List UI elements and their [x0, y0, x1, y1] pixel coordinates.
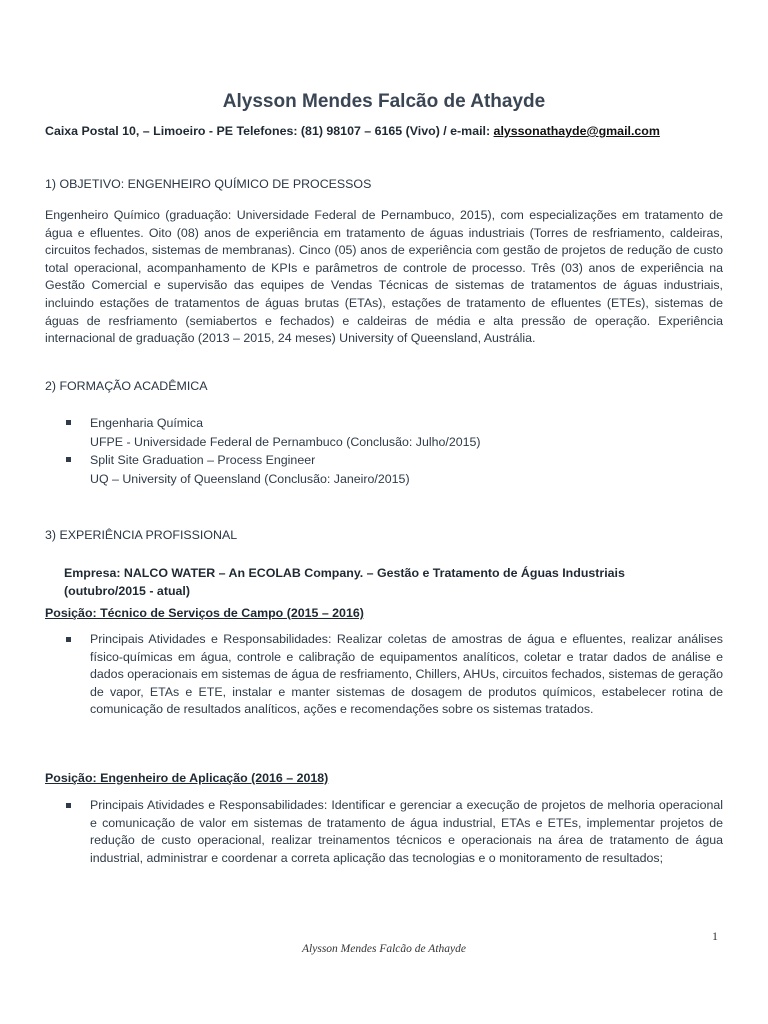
institution: UQ – University of Queensland (Conclusão: Janeiro/2015)	[90, 471, 410, 486]
section-objetivo-title: 1) OBJETIVO: ENGENHEIRO QUÍMICO DE PROCESSOS	[45, 177, 372, 191]
bullet-square-icon	[66, 803, 71, 808]
email-link[interactable]: alyssonathayde@gmail.com	[493, 124, 660, 138]
bullet-square-icon	[66, 457, 71, 462]
position-title: Posição: Engenheiro de Aplicação (2016 – 2018)	[45, 771, 329, 785]
list-item	[66, 414, 723, 451]
contact-line	[45, 124, 725, 138]
responsibilities-text: Principais Atividades e Responsabilidades: Realizar coletas de amostras de água e efluentes, realizar análises físico-químicas em água, controle e calibração de equipamentos analíticos, coletar e tratar dados de análise e dados operacionais em sistemas de água de resfriamento, Chillers, AHUs, circuitos fechados, sistemas de geração de vapor, ETAs e ETE, instalar e manter sistemas de dosagem de produtos químicos, estabelecer rotina de comunicação de resultados analíticos, ações e recomendações sobre os sistemas tratados.	[90, 632, 723, 717]
contact-info: Caixa Postal 10, – Limoeiro - PE Telefones: (81) 98107 – 6165 (Vivo) / e-mail:	[45, 124, 494, 138]
section-experiencia-title: 3) EXPERIÊNCIA PROFISSIONAL	[45, 528, 238, 542]
objetivo-paragraph: Engenheiro Químico (graduação: Universidade Federal de Pernambuco, 2015), com especializações em tratamento de água e efluentes. Oito (08) anos de experiência em tratamento de águas industriais (Torres de resfriamento, caldeiras, circuitos fechados, sistemas de membranas). Cinco (05) anos de experiência com gestão de projetos de redução de custo total operacional, acompanhamento de KPIs e parâmetros de controle de processo. Três (03) anos de experiência na Gestão Comercial e supervisão das equipes de Vendas Técnicas de sistemas de tratamentos de águas industriais, incluindo estações de tratamentos de águas brutas (ETAs), estações de tratamento de efluentes (ETEs), sistemas de águas de resfriamento (semiabertos e fechados) e caldeiras de média e alta pressão de operação. Experiência internacional de graduação (2013 – 2015, 24 meses) University of Queensland, Austrália.	[45, 208, 723, 346]
position-title: Posição: Técnico de Serviços de Campo (2015 – 2016)	[45, 606, 364, 620]
degree-title: Engenharia Química	[90, 416, 203, 430]
institution: UFPE - Universidade Federal de Pernambuco (Conclusão: Julho/2015)	[90, 434, 481, 449]
list-item	[66, 631, 723, 719]
list-item	[66, 797, 723, 867]
footer-name: Alysson Mendes Falcão de Athayde	[302, 943, 466, 955]
bullet-square-icon	[66, 420, 71, 425]
responsibilities-list	[66, 631, 723, 719]
company-period: (outubro/2015 - atual)	[64, 584, 190, 598]
list-item	[66, 451, 723, 488]
section-formacao-title: 2) FORMAÇÃO ACADÊMICA	[45, 379, 208, 393]
company-name: Empresa: NALCO WATER – An ECOLAB Company. – Gestão e Tratamento de Águas Industriais	[64, 566, 625, 580]
candidate-name: Alysson Mendes Falcão de Athayde	[222, 91, 546, 112]
degree-title: Split Site Graduation – Process Engineer	[90, 453, 316, 467]
responsibilities-text: Principais Atividades e Responsabilidades: Identificar e gerenciar a execução de projetos de melhoria operacional e comunicação de valor em sistemas de tratamento de água industrial, ETAs e ETEs, implementar projetos de redução de custo operacional, realizar treinamentos técnicos e operacionais na área de tratamento de água industrial, administrar e coordenar a correta aplicação das tecnologias e o monitoramento de resultados;	[90, 798, 723, 865]
formacao-list	[66, 414, 723, 488]
responsibilities-list	[66, 797, 723, 867]
bullet-square-icon	[66, 637, 71, 642]
company-block	[64, 564, 664, 600]
page-number: 1	[712, 929, 718, 943]
